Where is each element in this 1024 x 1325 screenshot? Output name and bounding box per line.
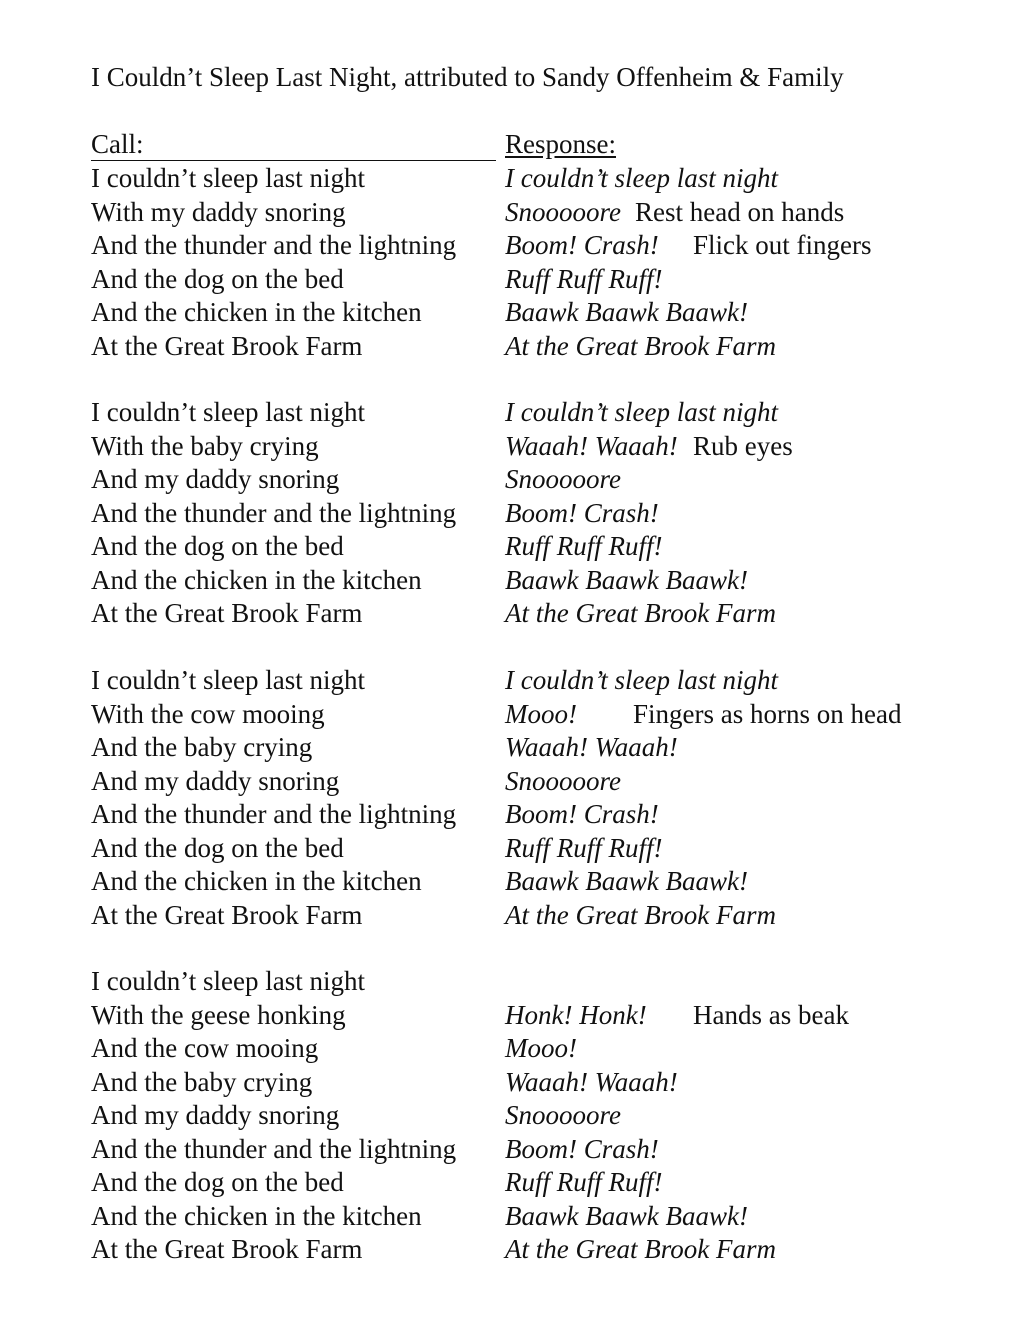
lyric-line (0, 731, 1024, 765)
call-text: And the baby crying (91, 1066, 313, 1097)
lyric-line (0, 1200, 1024, 1234)
response-text: Ruff Ruff Ruff! (505, 1167, 663, 1197)
page-title: I Couldn’t Sleep Last Night, attributed to Sandy Offenheim & Family (91, 62, 844, 92)
call-text: And the thunder and the lightning (91, 497, 457, 528)
response-text: Snooooore (505, 464, 621, 494)
lyric-line (0, 765, 1024, 799)
call-text: And the baby crying (91, 732, 313, 762)
call-text: And the chicken in the kitchen (91, 866, 422, 896)
response-text: Boom! Crash! (505, 230, 659, 260)
call-text: I couldn’t sleep last night (91, 397, 365, 427)
call-text: And the thunder and the lightning (91, 230, 457, 260)
response-text: Baawk Baawk Baawk! (505, 866, 748, 896)
response-text: Snooooore (505, 196, 621, 227)
response-text: Waaah! Waaah! (505, 430, 678, 461)
lyric-line (0, 263, 1024, 297)
response-text: I couldn’t sleep last night (505, 665, 778, 695)
call-text: And my daddy snoring (91, 1100, 340, 1130)
response-text: At the Great Brook Farm (505, 598, 776, 628)
lyric-line (0, 497, 1024, 531)
call-text: With the cow mooing (91, 698, 325, 729)
action-instruction: Rest head on hands (635, 196, 845, 227)
lyric-line (0, 698, 1024, 732)
response-text: Boom! Crash! (505, 497, 659, 528)
call-text: And the dog on the bed (91, 531, 344, 561)
response-text: Snooooore (505, 765, 621, 796)
lyric-line (0, 430, 1024, 464)
lyric-line (0, 1166, 1024, 1200)
response-text: Mooo! (505, 698, 577, 729)
response-text: Ruff Ruff Ruff! (505, 531, 663, 561)
lyric-line (0, 196, 1024, 230)
call-text: With the geese honking (91, 999, 346, 1030)
lyric-line (0, 798, 1024, 832)
lyric-line (0, 1099, 1024, 1133)
action-instruction: Flick out fingers (693, 230, 872, 260)
lyric-line (0, 865, 1024, 899)
lyric-line (0, 832, 1024, 866)
response-text: Ruff Ruff Ruff! (505, 832, 663, 863)
column-headers (0, 128, 1024, 161)
response-text: Mooo! (505, 1033, 577, 1063)
call-text: And the chicken in the kitchen (91, 297, 422, 327)
action-instruction: Rub eyes (693, 430, 793, 461)
lyric-line (0, 1233, 1024, 1267)
response-column-header: Response: (505, 129, 616, 159)
lyric-line (0, 1133, 1024, 1167)
call-text: And the dog on the bed (91, 832, 344, 863)
response-text: Ruff Ruff Ruff! (505, 263, 663, 294)
response-text: Waaah! Waaah! (505, 732, 678, 762)
lyric-line (0, 296, 1024, 330)
response-text: At the Great Brook Farm (505, 899, 776, 930)
response-text: I couldn’t sleep last night (505, 163, 778, 193)
response-text: Boom! Crash! (505, 799, 659, 829)
call-text: With my daddy snoring (91, 196, 346, 227)
response-text: Waaah! Waaah! (505, 1066, 678, 1097)
call-text: At the Great Brook Farm (91, 598, 363, 628)
call-text: And the chicken in the kitchen (91, 1200, 422, 1231)
lyric-line (0, 999, 1024, 1033)
lyric-line (0, 396, 1024, 430)
call-text: At the Great Brook Farm (91, 899, 363, 930)
lyric-line (0, 564, 1024, 598)
response-text: Baawk Baawk Baawk! (505, 564, 748, 595)
call-text: With the baby crying (91, 430, 319, 461)
call-text: At the Great Brook Farm (91, 1234, 363, 1264)
call-text: And the dog on the bed (91, 1167, 344, 1197)
lyric-line (0, 330, 1024, 364)
call-text: And the thunder and the lightning (91, 799, 457, 829)
lyric-line (0, 664, 1024, 698)
action-instruction: Fingers as horns on head (633, 698, 902, 729)
lyric-line (0, 1032, 1024, 1066)
lyric-line (0, 965, 1024, 999)
lyric-line (0, 530, 1024, 564)
response-text: Baawk Baawk Baawk! (505, 297, 748, 327)
call-text: I couldn’t sleep last night (91, 163, 365, 193)
response-text: At the Great Brook Farm (505, 330, 776, 361)
lyric-line (0, 1066, 1024, 1100)
call-text: And the thunder and the lightning (91, 1133, 457, 1164)
response-text: Snooooore (505, 1100, 621, 1130)
response-text: Baawk Baawk Baawk! (505, 1200, 748, 1231)
lyric-line (0, 899, 1024, 933)
lyric-line (0, 463, 1024, 497)
call-text: I couldn’t sleep last night (91, 966, 365, 996)
call-text: And the dog on the bed (91, 263, 344, 294)
call-text: I couldn’t sleep last night (91, 665, 365, 695)
response-text: I couldn’t sleep last night (505, 397, 778, 427)
call-text: And the chicken in the kitchen (91, 564, 422, 595)
response-text: Honk! Honk! (505, 999, 647, 1030)
lyric-line (0, 597, 1024, 631)
lyric-line (0, 229, 1024, 263)
call-text: At the Great Brook Farm (91, 330, 363, 361)
call-text: And my daddy snoring (91, 765, 340, 796)
response-text: At the Great Brook Farm (505, 1234, 776, 1264)
action-instruction: Hands as beak (693, 999, 849, 1030)
call-text: And the cow mooing (91, 1033, 319, 1063)
lyric-line (0, 162, 1024, 196)
call-text: And my daddy snoring (91, 464, 340, 494)
response-text: Boom! Crash! (505, 1133, 659, 1164)
call-column-header: Call: (91, 128, 496, 161)
